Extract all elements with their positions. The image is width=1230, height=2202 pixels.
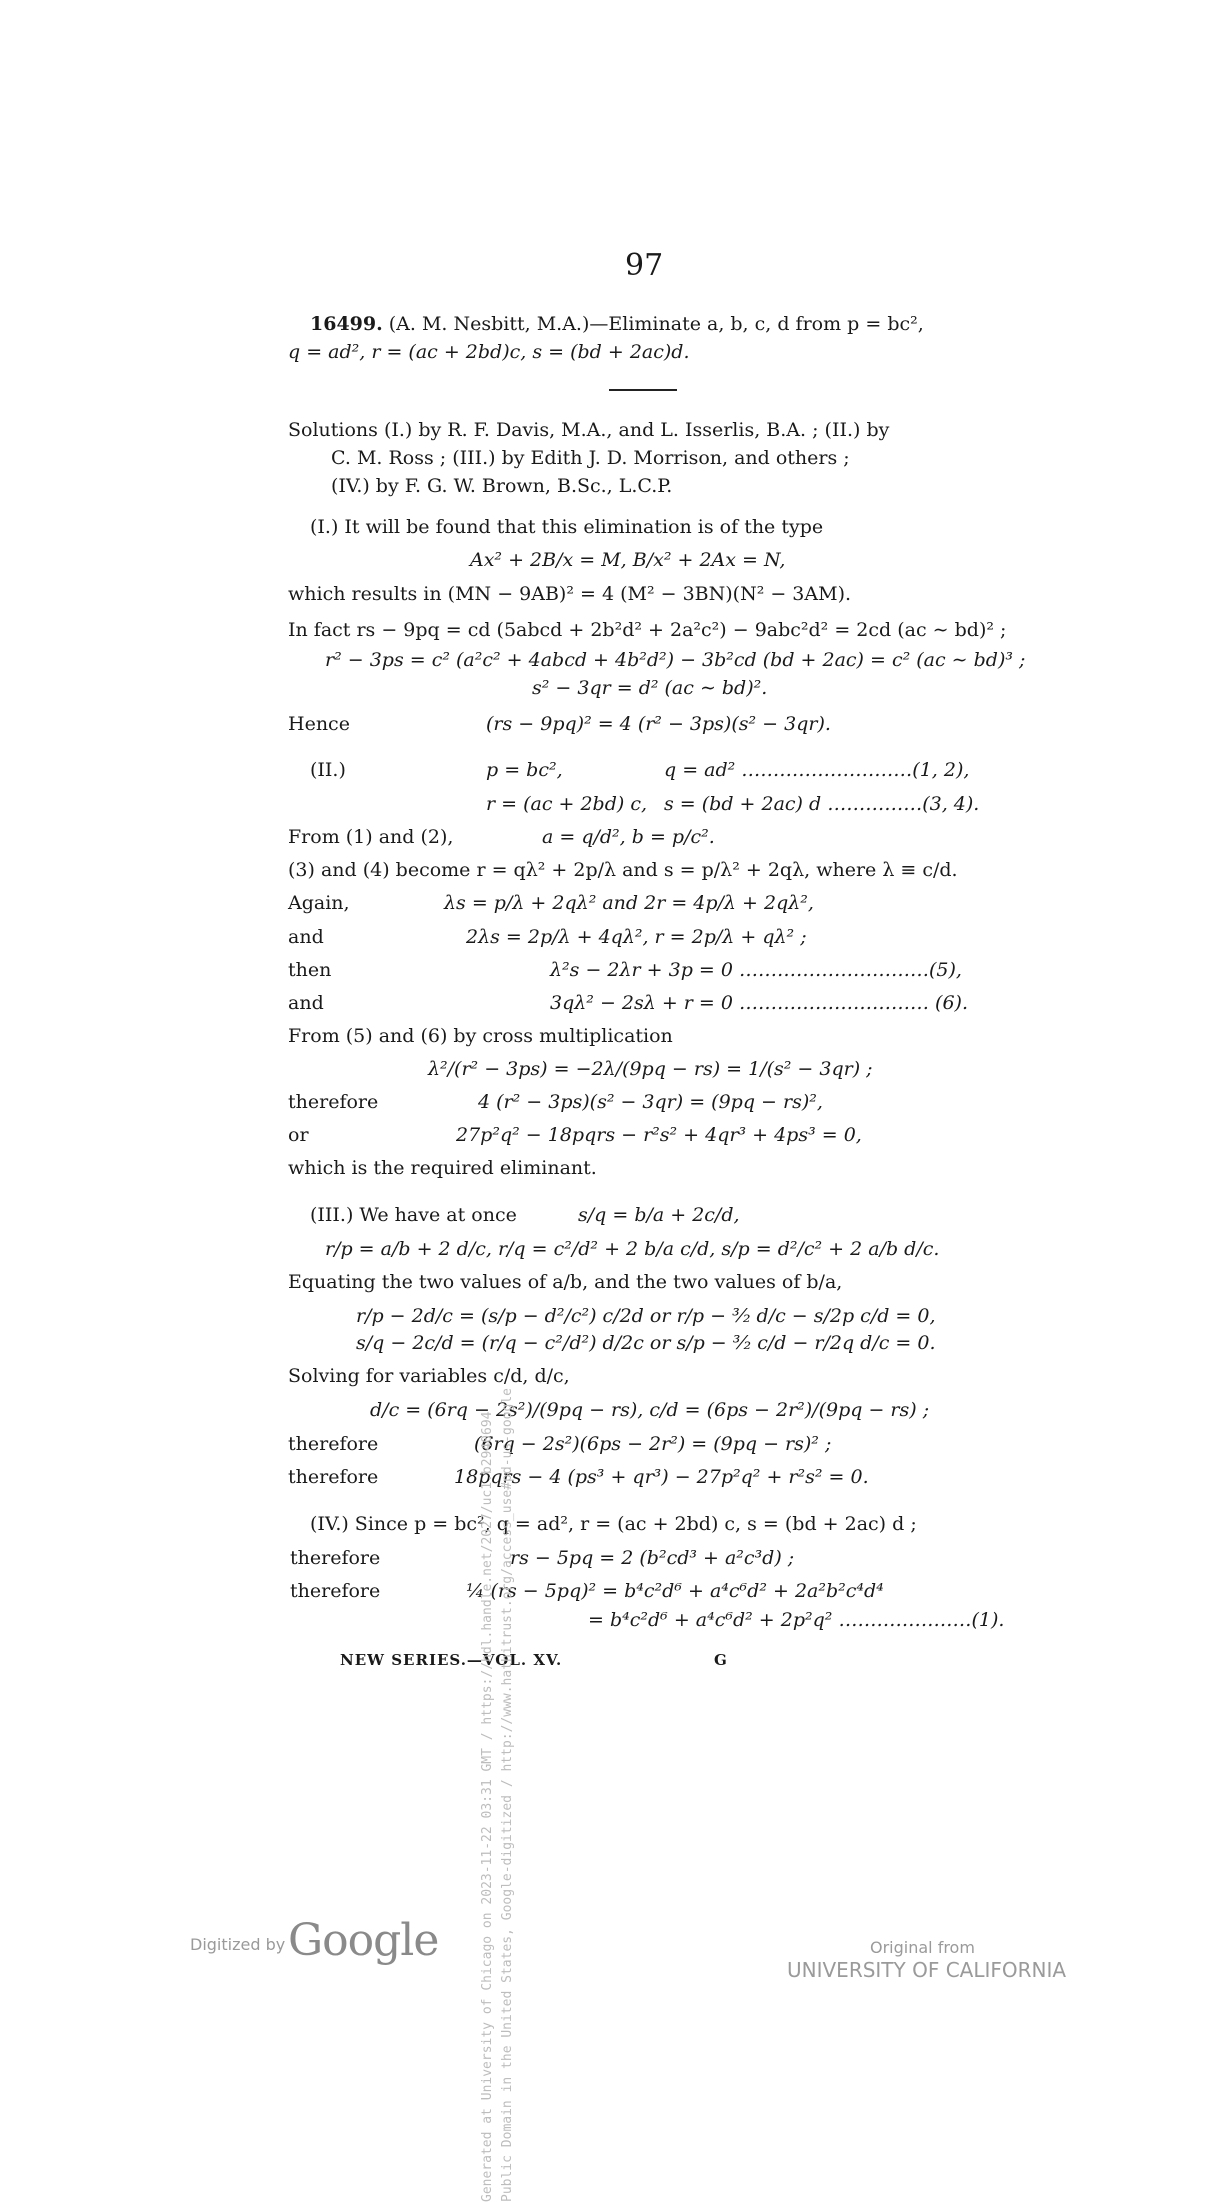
sol2-equation: r = (ac + 2bd) c, — [486, 793, 648, 815]
sol3-label: therefore — [288, 1466, 379, 1488]
sol2-label: (II.) — [310, 759, 346, 781]
footer-series: NEW SERIES.—VOL. XV. — [340, 1651, 563, 1669]
sol4-equation: ¼ (rs − 5pq)² = b⁴c²d⁶ + a⁴c⁶d² + 2a²b²c⁴d⁴ — [466, 1580, 884, 1602]
sol4-label: therefore — [290, 1547, 381, 1569]
university-label: UNIVERSITY OF CALIFORNIA — [787, 1958, 1067, 1982]
sol2-equation: λ²/(r² − 3ps) = −2λ/(9pq − rs) = 1/(s² − 3qr) ; — [428, 1058, 873, 1080]
sol3-label: therefore — [288, 1433, 379, 1455]
page-number: 97 — [625, 248, 664, 283]
problem-statement: (A. M. Nesbitt, M.A.)—Eliminate a, b, c, d from p = bc², — [388, 313, 924, 335]
sol2-equation: 27p²q² − 18pqrs − r²s² + 4qr³ + 4ps³ = 0, — [456, 1124, 862, 1146]
sol3-equation: r/p − 2d/c = (s/p − d²/c²) c/2d or r/p − ³⁄₂ d/c − s/2p c/d = 0, — [356, 1305, 936, 1327]
sol3-line: Equating the two values of a/b, and the two values of b/a, — [288, 1271, 843, 1293]
google-logo: Google — [288, 1915, 439, 1966]
sol2-equation: λs = p/λ + 2qλ² and 2r = 4p/λ + 2qλ², — [444, 892, 814, 914]
sol4-label: therefore — [290, 1580, 381, 1602]
sol2-label: and — [288, 992, 324, 1014]
sol2-equation: 3qλ² − 2sλ + r = 0 ………………………… (6). — [550, 992, 968, 1014]
sol3-equation: r/p = a/b + 2 d/c, r/q = c²/d² + 2 b/a c/d, s/p = d²/c² + 2 a/b d/c. — [325, 1238, 940, 1260]
solutions-header-line: (IV.) by F. G. W. Brown, B.Sc., L.C.P. — [331, 475, 673, 497]
sol1-equation: r² − 3ps = c² (a²c² + 4abcd + 4b²d²) − 3b²cd (bd + 2ac) = c² (ac ∼ bd)³ ; — [325, 649, 1026, 671]
solutions-header-line: C. M. Ross ; (III.) by Edith J. D. Morrison, and others ; — [331, 447, 850, 469]
sol1-line: (I.) It will be found that this elimination is of the type — [310, 516, 824, 538]
sol3-equation: d/c = (6rq − 2s²)/(9pq − rs), c/d = (6ps − 2r²)/(9pq − rs) ; — [370, 1399, 930, 1421]
sol1-equation: (rs − 9pq)² = 4 (r² − 3ps)(s² − 3qr). — [486, 713, 831, 735]
sol2-line: which is the required eliminant. — [288, 1157, 597, 1179]
sol1-equation: Ax² + 2B/x = M, B/x² + 2Ax = N, — [470, 549, 786, 571]
sol2-equation: 4 (r² − 3ps)(s² − 3qr) = (9pq − rs)², — [478, 1091, 823, 1113]
sol2-equation: q = ad² ………………………(1, 2), — [664, 759, 970, 781]
sol1-line: In fact rs − 9pq = cd (5abcd + 2b²d² + 2a²c²) − 9abc²d² = 2cd (ac ∼ bd)² ; — [288, 619, 1007, 641]
sol3-equation: s/q = b/a + 2c/d, — [578, 1204, 740, 1226]
sol2-equation: a = q/d², b = p/c². — [542, 826, 715, 848]
sol2-equation: s = (bd + 2ac) d ……………(3, 4). — [664, 793, 980, 815]
sol2-line: From (5) and (6) by cross multiplication — [288, 1025, 673, 1047]
sol2-label: then — [288, 959, 332, 981]
footer-signature: G — [714, 1651, 727, 1669]
sol3-line: Solving for variables c/d, d/c, — [288, 1365, 570, 1387]
problem-line-2: q = ad², r = (ac + 2bd)c, s = (bd + 2ac)d. — [288, 341, 690, 363]
sol2-label: Again, — [288, 892, 350, 914]
digitized-by-label: Digitized by — [190, 1935, 286, 1954]
sol4-line: (IV.) Since p = bc², q = ad², r = (ac + 2bd) c, s = (bd + 2ac) d ; — [310, 1513, 917, 1535]
sol3-equation: 18pqrs − 4 (ps³ + qr³) − 27p²q² + r²s² = 0. — [454, 1466, 869, 1488]
sol2-equation: p = bc², — [486, 759, 563, 781]
sol2-line: (3) and (4) become r = qλ² + 2p/λ and s = p/λ² + 2qλ, where λ ≡ c/d. — [288, 859, 958, 881]
section-rule — [609, 389, 677, 391]
sol3-line: (III.) We have at once — [310, 1204, 517, 1226]
sol2-label: From (1) and (2), — [288, 826, 454, 848]
sol2-equation: λ²s − 2λr + 3p = 0 …………………………(5), — [550, 959, 962, 981]
sol2-label: or — [288, 1124, 309, 1146]
sol4-equation: = b⁴c²d⁶ + a⁴c⁶d² + 2p²q² …………………(1). — [588, 1609, 1005, 1631]
sol2-equation: 2λs = 2p/λ + 4qλ², r = 2p/λ + qλ² ; — [466, 926, 807, 948]
side-watermark-line: Public Domain in the United States, Google-digitized / http://www.hathitrust.org/access_use#pd-us-google — [500, 1388, 515, 2202]
sol1-equation: s² − 3qr = d² (ac ∼ bd)². — [532, 677, 768, 699]
sol2-label: therefore — [288, 1091, 379, 1113]
sol3-equation: s/q − 2c/d = (r/q − c²/d²) d/2c or s/p − ³⁄₂ c/d − r/2q d/c = 0. — [356, 1332, 936, 1354]
sol2-label: and — [288, 926, 324, 948]
solutions-header-line: Solutions (I.) by R. F. Davis, M.A., and L. Isserlis, B.A. ; (II.) by — [288, 419, 890, 441]
sol1-label: Hence — [288, 713, 350, 735]
sol1-line: which results in (MN − 9AB)² = 4 (M² − 3BN)(N² − 3AM). — [288, 583, 852, 605]
sol4-equation: rs − 5pq = 2 (b²cd³ + a²c³d) ; — [510, 1547, 795, 1569]
side-watermark — [478, 602, 518, 2202]
problem-number: 16499. — [310, 313, 383, 335]
problem-line-1 — [310, 312, 924, 336]
original-from-label: Original from — [870, 1938, 975, 1957]
side-watermark-line: Generated at University of Chicago on 2023-11-22 03:31 GMT / https://hdl.handle.net/2027/uc1.b2940694 — [480, 1411, 495, 2202]
sol3-equation: (6rq − 2s²)(6ps − 2r²) = (9pq − rs)² ; — [474, 1433, 832, 1455]
